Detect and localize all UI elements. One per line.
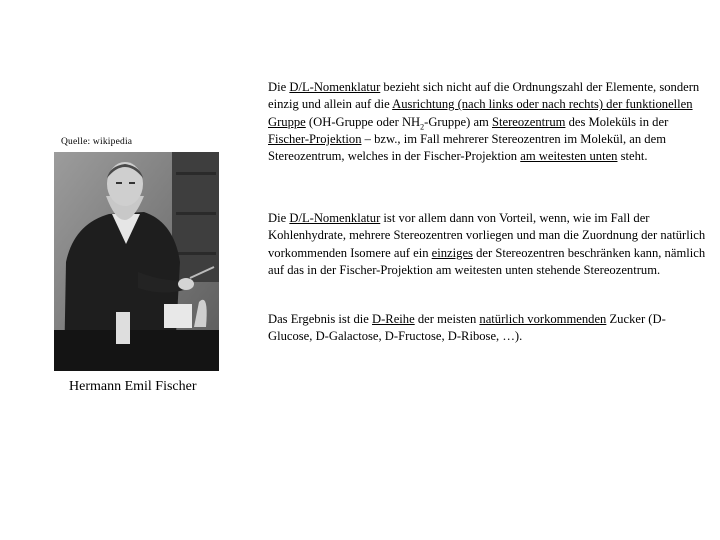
link-natuerlich-vorkommenden[interactable]: natürlich vorkommenden xyxy=(479,312,607,326)
link-dl-nomenklatur-2[interactable]: D/L-Nomenklatur xyxy=(289,211,381,225)
link-stereozentrum[interactable]: Stereozentrum xyxy=(491,114,566,129)
photo-caption: Hermann Emil Fischer xyxy=(69,379,197,394)
link-einziges[interactable]: einziges xyxy=(431,245,473,260)
link-ausrichtung[interactable]: Ausrichtung (nach links oder nach rechts) der funktionellen Gruppe xyxy=(268,97,693,129)
link-d-reihe[interactable]: D-Reihe xyxy=(372,312,415,326)
link-fischer-projektion[interactable]: Fischer-Projektion xyxy=(268,131,362,146)
link-dl-nomenklatur[interactable]: D/L-Nomenklatur xyxy=(289,80,381,94)
portrait-photo xyxy=(54,152,219,371)
paragraph-advantage: Die D/L-Nomenklatur ist vor allem dann von Vorteil, wenn, wie im Fall der Kohlenhydrate, mehrere Stereozentren vorliegen und man die Zuordnung der natürlich vorkommenden Isomere auf ein einziges der Stereozentren beschränken kann, nämlich auf das in der Fischer-Projektion am weitesten unten stehende Stereozentrum. xyxy=(268,211,706,277)
source-label: Quelle: wikipedia xyxy=(61,137,133,147)
paragraph-dl-nomenclature: Die D/L-Nomenklatur bezieht sich nicht auf die Ordnungszahl der Elemente, sondern einzig und allein auf die Ausrichtung (nach links oder nach rechts) der funktionellen Gruppe (OH-Gruppe oder $NH_2-Gruppe$) am Stereozentrum des Moleküls in der Fischer-Projektion – bzw., im Fall mehrerer Stereozentren im Molekül, an dem Stereozentrum, welches in der Fischer-Projektion am weitesten unten steht. xyxy=(268,80,700,164)
link-am-weitesten-unten[interactable]: am weitesten unten xyxy=(520,149,618,164)
paragraph-result: Das Ergebnis ist die D-Reihe der meisten natürlich vorkommenden Zucker (D-Glucose, D-Galactose, D-Fructose, D-Ribose, …). xyxy=(268,312,666,344)
